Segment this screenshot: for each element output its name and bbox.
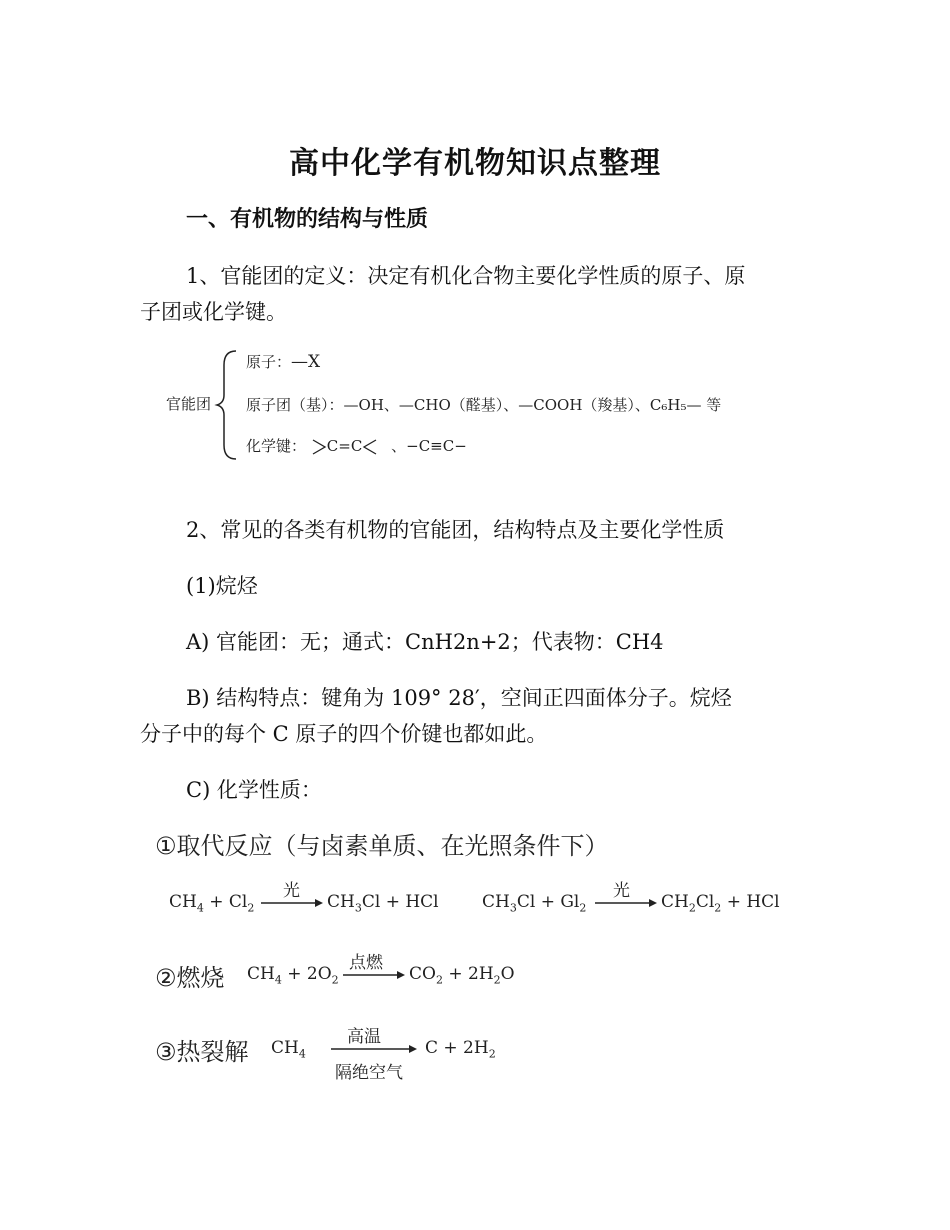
- reaction-3-condition-bottom: 隔绝空气: [335, 1063, 403, 1083]
- section-heading: 一、有机物的结构与性质: [186, 206, 429, 232]
- row-label: 原子团（基）：: [246, 396, 344, 414]
- bond-separator: 、: [391, 437, 407, 455]
- reaction-1a-products: $CH_3Cl$ + HCl: [327, 892, 439, 915]
- functional-group-diagram: [160, 345, 800, 465]
- diagram-row-group: [246, 394, 721, 415]
- arrow-icon: [331, 1044, 419, 1054]
- row-label: 原子：: [246, 353, 292, 371]
- diagram-row-bond: [246, 435, 467, 456]
- reaction-1b-products: $CH_2Cl_2$ + HCl: [661, 892, 780, 915]
- reaction-1b-condition: 光: [613, 881, 630, 901]
- reaction-3-reactant: $CH_4$: [271, 1038, 306, 1061]
- reaction-3-condition-top: 高温: [347, 1027, 381, 1047]
- row-label: 化学键：: [246, 437, 307, 455]
- page-title: 高中化学有机物知识点整理: [289, 146, 661, 181]
- paragraph-2: 2、常见的各类有机物的官能团，结构特点及主要化学性质: [186, 518, 725, 542]
- reaction-1-title: ①取代反应（与卤素单质、在光照条件下）: [155, 832, 609, 860]
- row-value: —OH、—CHO（醛基）、—COOH（羧基）、C₆H₅— 等: [343, 396, 722, 414]
- reaction-3-products: $C + 2H_2$: [425, 1038, 496, 1061]
- double-bond: C=C: [326, 437, 363, 455]
- bond-right-icon: [362, 438, 378, 456]
- paragraph-b-line-1: B) 结构特点：键角为 109° 28′，空间正四面体分子。烷烃: [186, 686, 732, 710]
- arrow-icon: [343, 970, 407, 980]
- subheading-alkane: (1)烷烃: [186, 574, 258, 598]
- row-value: —X: [291, 352, 321, 372]
- bond-left-icon: [311, 438, 327, 456]
- reaction-2-reactants: $CH_4 + 2O_2$: [247, 964, 339, 987]
- definition-line-1: 1、官能团的定义：决定有机化合物主要化学性质的原子、原: [186, 264, 746, 288]
- reaction-1b-reactants: $CH_3Cl + Gl_2$: [482, 892, 587, 915]
- reaction-2-condition: 点燃: [349, 953, 383, 973]
- arrow-icon: [595, 898, 659, 908]
- reaction-3-title: ③热裂解: [155, 1038, 249, 1066]
- arrow-icon: [261, 898, 325, 908]
- triple-bond: −C≡C−: [406, 437, 467, 455]
- diagram-root-label: 官能团: [166, 395, 212, 413]
- brace-icon: [214, 345, 244, 465]
- paragraph-a: A) 官能团：无；通式：CnH2n+2；代表物：CH4: [186, 630, 664, 654]
- reaction-1a-reactants: $CH_4 + Cl_2$: [169, 892, 255, 915]
- reaction-2-title: ②燃烧: [155, 964, 225, 992]
- reaction-figure: [155, 818, 795, 1098]
- paragraph-c: C) 化学性质：: [186, 778, 322, 802]
- definition-line-2: 子团或化学键。: [140, 300, 287, 324]
- reaction-2-products: $CO_2 + 2H_2O$: [409, 964, 515, 987]
- paragraph-b-line-2: 分子中的每个 C 原子的四个价键也都如此。: [140, 722, 548, 746]
- reaction-1a-condition: 光: [283, 881, 300, 901]
- diagram-row-atom: [246, 351, 320, 372]
